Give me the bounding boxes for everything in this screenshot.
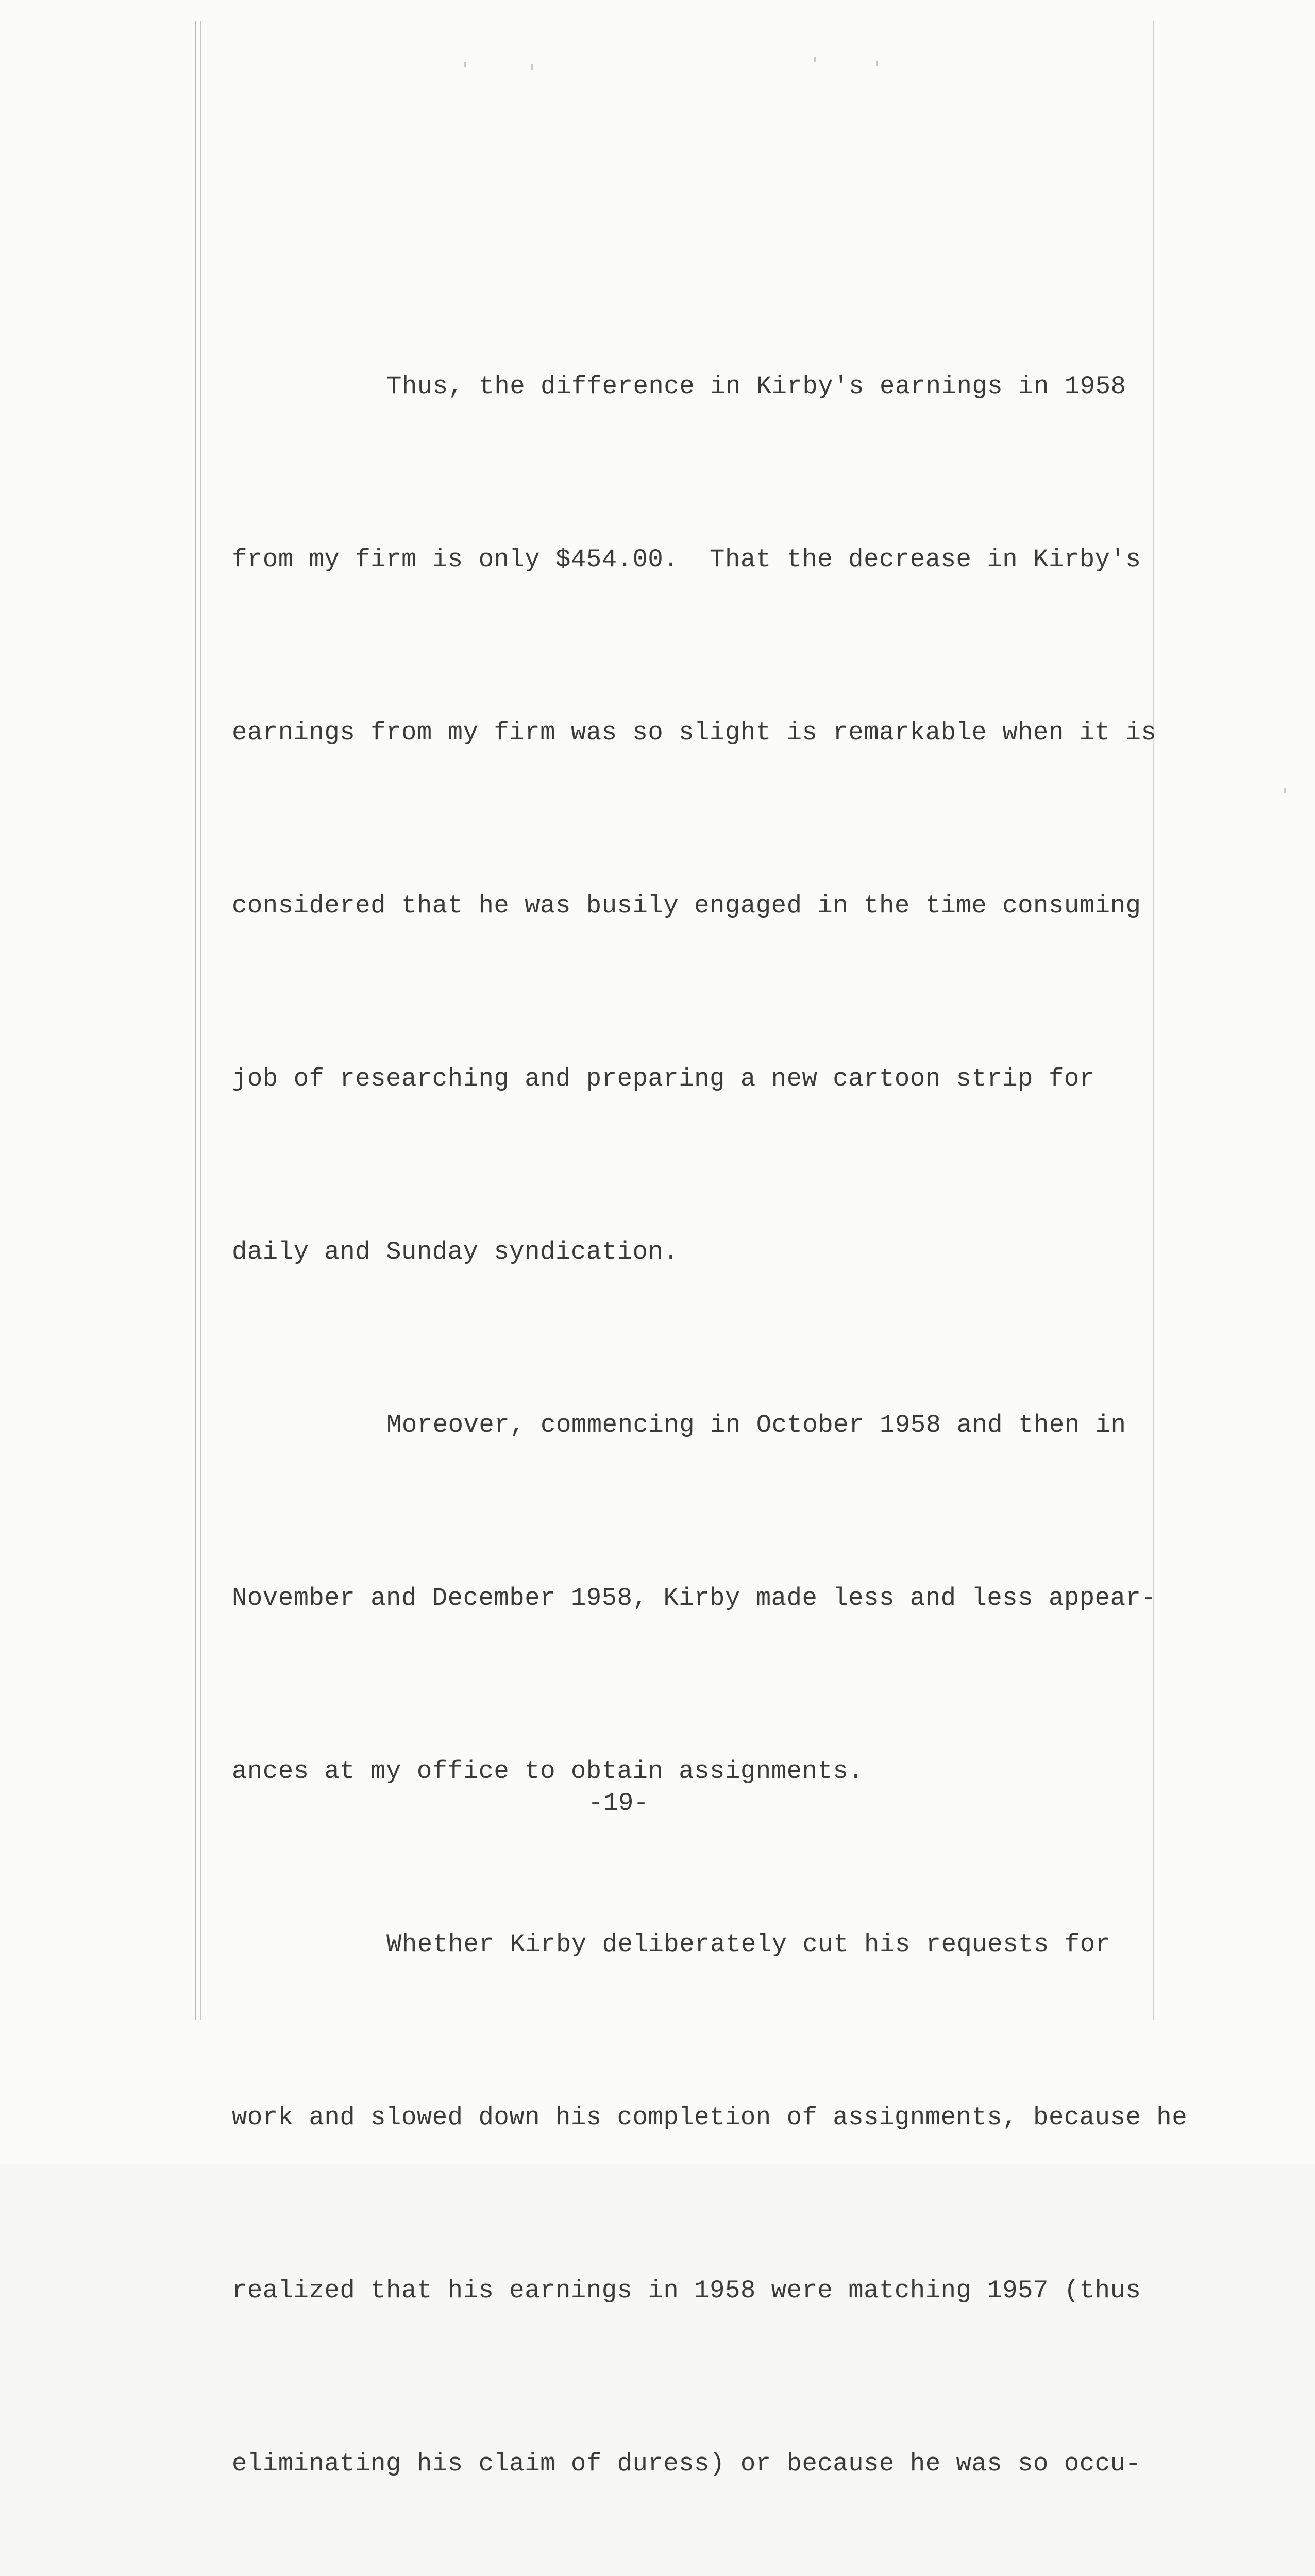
margin-rule-left [195, 21, 196, 2020]
text-line: job of researching and preparing a new cartoon strip for [232, 1064, 1095, 1093]
margin-rule-right [1153, 21, 1154, 2020]
text-line: earnings from my firm was so slight is remarkable when it is [232, 718, 1157, 747]
text-line: Moreover, commencing in October 1958 and then in [386, 1411, 1126, 1439]
text-line: considered that he was busily engaged in the time consuming [232, 891, 1141, 920]
text-line: Whether Kirby deliberately cut his requests for [386, 1930, 1111, 1959]
margin-rule-left-inner [200, 21, 201, 2020]
text-line: work and slowed down his completion of assignments, because he [232, 2103, 1188, 2132]
page-number: -19- [588, 1789, 649, 1818]
text-line: eliminating his claim of duress) or because he was so occu- [232, 2449, 1141, 2478]
text-line: realized that his earnings in 1958 were matching 1957 (thus [232, 2276, 1141, 2305]
text-line: daily and Sunday syndication. [232, 1238, 679, 1266]
document-body [232, 242, 1188, 2576]
text-line: from my firm is only $454.00. That the decrease in Kirby's [232, 545, 1141, 574]
text-line: Thus, the difference in Kirby's earnings in 1958 [386, 372, 1126, 401]
text-line: November and December 1958, Kirby made less and less appear- [232, 1584, 1157, 1613]
text-line: ances at my office to obtain assignments. [232, 1757, 864, 1786]
